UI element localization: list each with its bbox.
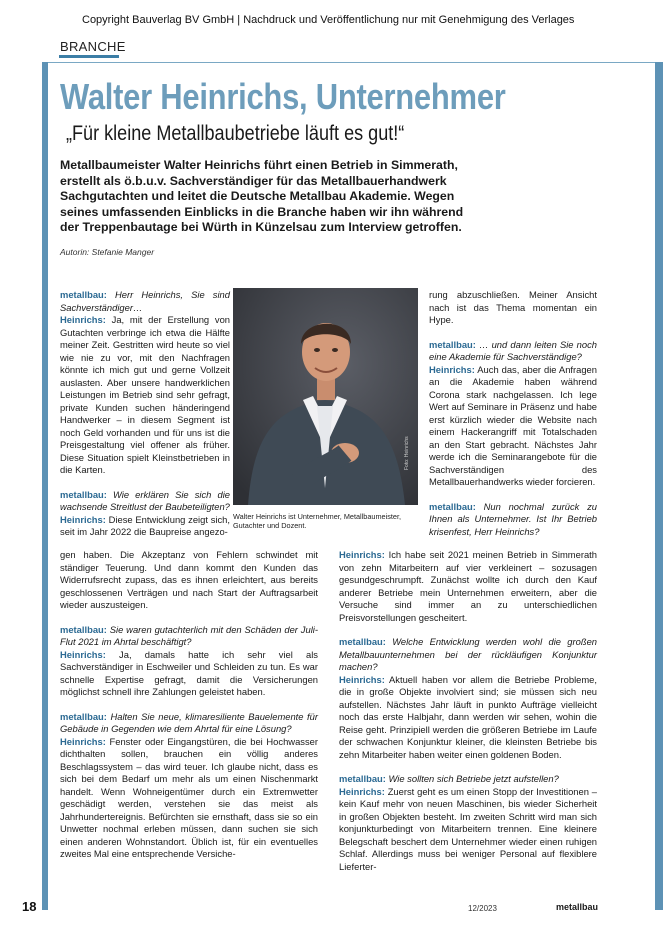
interview-paragraph: [60, 314, 230, 477]
answer-text: Diese Entwicklung zeigt sich, seit im Jahr 2022 die Baupreise angezo-: [60, 513, 230, 537]
page-number: 18: [22, 899, 37, 914]
interview-paragraph: [60, 624, 318, 649]
speaker-label: metallbau:: [60, 488, 107, 500]
copyright-notice: Copyright Bauverlag BV GmbH | Nachdruck und Veröffentlichung nur mit Genehmigung des Verlages: [82, 14, 575, 26]
answer-text: Auch das, aber die Anfragen an die Akademie haben während Corona stark nachgelassen. Ich lege Wert auf Seminare in Präsenz und habe erst kürzlich wieder die Website nach einem Hackerangriff mit Totalschaden an den Start gebracht. Nächstes Jahr werde ich die Seminarangebote für die Sachverständigen des Metallbauerhandwerks wieder forcieren.: [429, 363, 597, 487]
speaker-label: metallbau:: [60, 710, 107, 722]
speaker-label: metallbau:: [429, 338, 476, 350]
speaker-label: Heinrichs:: [339, 673, 385, 685]
interview-column-right-lower: [339, 549, 597, 873]
interview-paragraph: [60, 711, 318, 736]
question-text: Herr Heinrichs, Sie sind Sachverständiger…: [60, 289, 230, 313]
photo-caption: Walter Heinrichs ist Unternehmer, Metallbaumeister, Gutachter und Dozent.: [233, 512, 402, 530]
interview-paragraph: [339, 786, 597, 874]
portrait-photo: [233, 288, 418, 505]
interview-paragraph: [60, 289, 230, 314]
question-text: Wie erklären Sie sich die wachsende Streitlust der Baubeteiligten?: [60, 488, 230, 512]
speaker-label: metallbau:: [429, 500, 476, 512]
interview-paragraph: [429, 289, 597, 327]
answer-text: gen haben. Die Akzeptanz von Fehlern schwindet mit ständiger Teuerung. Und dann kommt den Kunden das Widerrufsrecht zupass, das es ihnen erleichtert, aus bereits geschlossenen Verträgen und nach Start der Auftragsarbeit wieder auszusteigen.: [60, 549, 318, 610]
speaker-label: metallbau:: [339, 636, 386, 647]
interview-paragraph: [60, 649, 318, 699]
speaker-label: metallbau:: [339, 773, 386, 784]
interview-column-left: [60, 289, 230, 539]
speaker-label: Heinrichs:: [339, 785, 385, 797]
article-subtitle: „Für kleine Metallbaubetriebe läuft es gut!“: [66, 122, 405, 145]
right-accent-bar: [655, 62, 663, 910]
speaker-label: Heinrichs:: [429, 363, 475, 375]
photo-credit: Foto: Heinrichs: [404, 436, 410, 470]
question-text: Wie sollten sich Betriebe jetzt aufstellen?: [388, 773, 559, 784]
question-text: Nun nochmal zurück zu Ihnen als Unternehmer. Ist Ihr Betrieb krisenfest, Herr Heinrichs?: [429, 500, 598, 537]
portrait-illustration: [233, 288, 418, 505]
left-accent-bar: [42, 62, 48, 910]
question-text: Welche Entwicklung werden wohl die großen Metallbauunternehmen bei der rückläufigen Konjunktur machen?: [339, 636, 597, 672]
speaker-label: metallbau:: [60, 289, 107, 300]
speaker-label: Heinrichs:: [60, 735, 106, 747]
article-title: Walter Heinrichs, Unternehmer: [60, 76, 506, 117]
interview-paragraph: [339, 773, 597, 786]
question-text: … und dann leiten Sie noch eine Akademie für Sachverständige?: [429, 338, 598, 362]
answer-text: rung abzuschließen. Meiner Ansicht nach ist das Thema momentan ein Hype.: [429, 289, 597, 325]
speaker-label: Heinrichs:: [60, 648, 106, 660]
interview-paragraph: [339, 674, 597, 762]
interview-paragraph: [339, 636, 597, 674]
interview-paragraph: [60, 549, 318, 612]
answer-text: Aktuell haben vor allem die Betriebe Probleme, die in große Objekte involviert sind; sie müssen sich neu aufstellen. Nächstes Jahr läuft in punkto Aufträge vielleicht noch das erste Halbjahr, dann werden wir sehen, wohin die Reise geht. Prinzipiell werden die größeren Betriebe im Laufe der schwachen Konjunktur kleiner, die kleinsten Betriebe bis zehn Mitarbeiter haben weiter einen goldenen Boden.: [339, 673, 598, 760]
interview-column-right: [429, 289, 597, 538]
article-author: Autorin: Stefanie Manger: [60, 247, 155, 257]
interview-paragraph: [60, 736, 318, 861]
speaker-label: metallbau:: [60, 623, 107, 635]
answer-text: Fenster oder Eingangstüren, die bei Hochwasser dichthalten sollen, brauchen ein völlig anderes Beschlagssystem – das wird teuer. Ich glaube nicht, dass es sich bei dem Bedarf um mehr als um einen Nischenmarkt handelt. Wenn Wohneigentümer durch ein Extremwetter geschädigt werden, verstehen sie das meist als Jahrhundertereignis. Befürchten sie ernsthaft, dass sie so ein Unwetter nochmal erleben müssen, dann suchen sie sich einen anderen Wohnstandort. Üblich ist, für ein eventuelles zweites Mal eine entsprechende Versiche-: [60, 735, 318, 859]
interview-paragraph: [429, 501, 597, 539]
top-divider: [42, 62, 662, 63]
speaker-label: Heinrichs:: [60, 513, 106, 525]
question-text: Sie waren gutachterlich mit den Schäden der Juli-Flut 2021 im Ahrtal beschäftigt?: [60, 623, 318, 647]
answer-text: Ich habe seit 2021 meinen Betrieb in Simmerath von zehn Mitarbeitern auf vier verkleinert – sozusagen gesundgeschrumpft. Zunächst wollte ich durch den Kauf anderer Betriebe mein Unternehmen erweitern, aber die Versuche sind immer an zu unterschiedlichen Preisvorstellungen gescheitert.: [339, 549, 597, 623]
answer-text: Ja, mit der Erstellung von Gutachten verbringe ich etwa die Hälfte meiner Zeit. Gestritten wird heute so viel wie nie zu vor, mit den Nachfragen könnte ich mich gut und gerne Vollzeit auslasten. Aber unsere handwerklichen Leistungen im Betrieb sind sehr gefragt, private Kunden suchen händeringend Handwerker – in diesem Segment ist noch Geld vorhanden und für uns ist die Preisgestaltung viel offener als früher. Diese Situation spielt Kleinstbetrieben in die Karten.: [60, 314, 231, 475]
interview-paragraph: [60, 489, 230, 514]
issue-date: 12/2023: [468, 904, 497, 913]
magazine-brand: metallbau: [556, 902, 599, 912]
article-lead: Metallbaumeister Walter Heinrichs führt einen Betrieb in Simmerath, erstellt als ö.b.u.v. Sachverständiger für das Metallbauerhandwerk Sachgutachten und leitet die Deutsche Metallbau Akademie. Wegen seines umfassenden Einblicks in die Branche haben wir ihn während der Treppenbautage bei Würth in Künzelsau zum Interview getroffen.: [60, 158, 464, 234]
interview-column-left-lower: [60, 549, 318, 861]
answer-text: Zuerst geht es um einen Stopp der Investitionen – kein Kauf mehr von neuen Maschinen, bis wieder Sicherheit in großen Objekten besteht. Im zweiten Schritt wird man sich konjunkturbedingt von Mitarbeitern trennen. Eine kleinere Belegschaft beschert dem Unternehmer wieder einen ruhigen Schlaf. Allerdings muss bei weniger Personal auf flexiblere Lieferter-: [339, 785, 597, 872]
interview-paragraph: [429, 364, 597, 489]
speaker-label: Heinrichs:: [339, 549, 385, 560]
interview-paragraph: [60, 514, 230, 539]
interview-paragraph: [429, 339, 597, 364]
section-label: BRANCHE: [60, 39, 126, 54]
interview-paragraph: [339, 549, 597, 624]
answer-text: Ja, damals hatte ich sehr viel als Sachverständiger in Eschweiler und Schleiden zu tun. Es war schnelle Expertise gefragt, damit die Versicherungen möglichst schnell ihre Zahlungen geleistet haben.: [60, 648, 318, 697]
section-underline: [59, 55, 119, 58]
speaker-label: Heinrichs:: [60, 314, 106, 325]
question-text: Halten Sie neue, klimaresiliente Bauelemente für Gebäude in Gegenden wie dem Ahrtal für eine Lösung?: [60, 710, 319, 734]
